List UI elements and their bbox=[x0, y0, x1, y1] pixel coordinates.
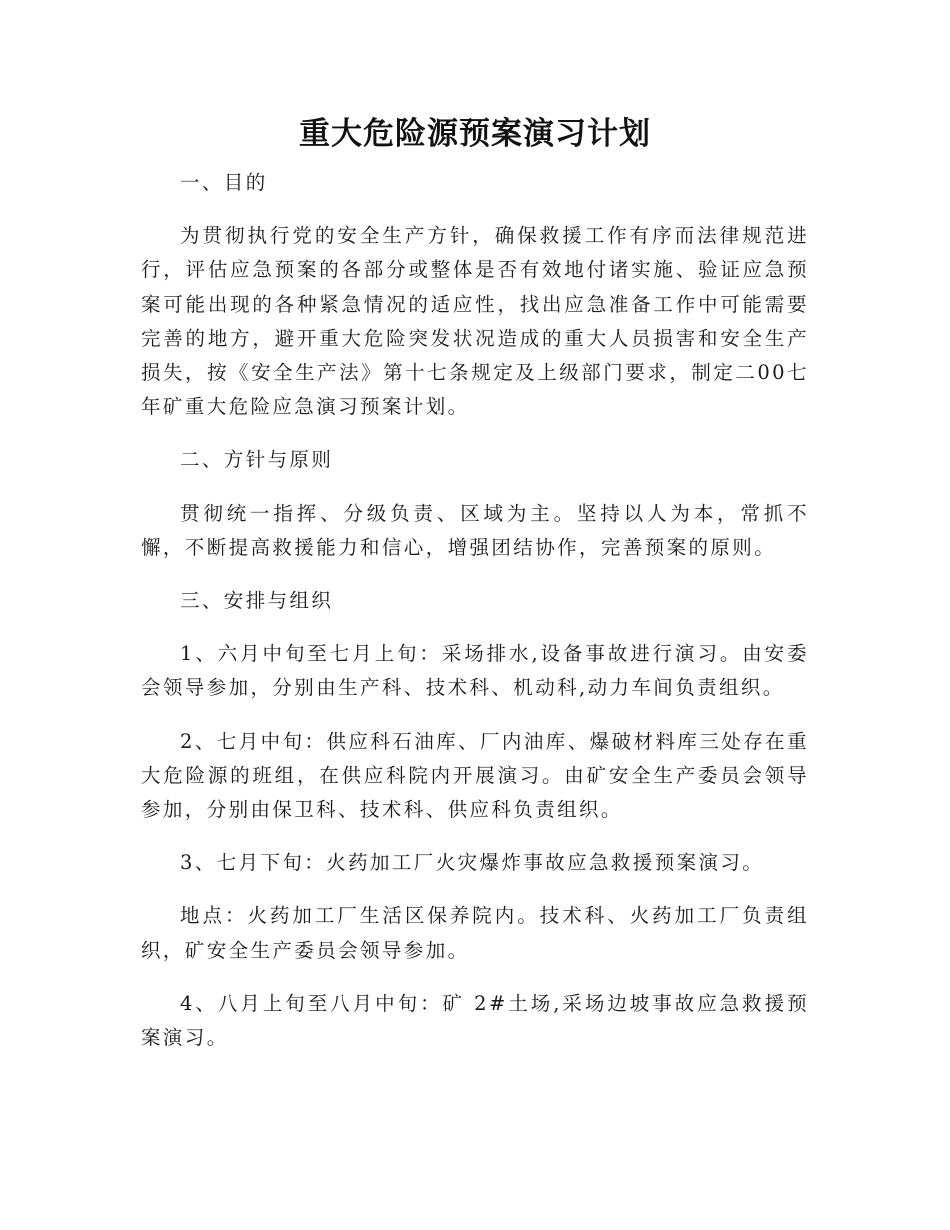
paragraph-principles: 贯彻统一指挥、分级负责、区域为主。坚持以人为本，常抓不懈，不断提高救援能力和信心，增强团结协作，完善预案的原则。 bbox=[141, 501, 809, 559]
arrangement-item-4: 4、八月上旬至八月中旬：矿 2#土场,采场边坡事故应急救援预案演习。 bbox=[141, 991, 809, 1050]
section-heading-principles: 二、方针与原则 bbox=[180, 448, 334, 472]
arrangement-item-3: 3、七月下旬：火药加工厂火灾爆炸事故应急救援预案演习。 bbox=[180, 851, 765, 875]
document-title: 重大危险源预案演习计划 bbox=[299, 116, 651, 152]
arrangement-item-2: 2、七月中旬：供应科石油库、厂内油库、爆破材料库三处存在重大危险源的班组，在供应科院内开展演习。由矿安全生产委员会领导参加，分别由保卫科、技术科、供应科负责组织。 bbox=[141, 729, 809, 822]
document-body bbox=[141, 166, 809, 1055]
arrangement-item-location: 地点：火药加工厂生活区保养院内。技术科、火药加工厂负责组织，矿安全生产委员会领导参加。 bbox=[141, 904, 809, 962]
paragraph-purpose: 为贯彻执行党的安全生产方针，确保救援工作有序而法律规范进行，评估应急预案的各部分或整体是否有效地付诸实施、验证应急预案可能出现的各种紧急情况的适应性，找出应急准备工作中可能需要完善的地方，避开重大危险突发状况造成的重大人员损害和安全生产损失，按《安全生产法》第十七条规定及上级部门要求，制定二00七年矿重大危险应急演习预案计划。 bbox=[141, 224, 809, 419]
section-heading-purpose: 一、目的 bbox=[180, 171, 268, 194]
section-heading-arrangement: 三、安排与组织 bbox=[180, 589, 334, 613]
arrangement-item-1: 1、六月中旬至七月上旬：采场排水,设备事故进行演习。由安委会领导参加，分别由生产科、技术科、机动科,动力车间负责组织。 bbox=[141, 642, 809, 700]
